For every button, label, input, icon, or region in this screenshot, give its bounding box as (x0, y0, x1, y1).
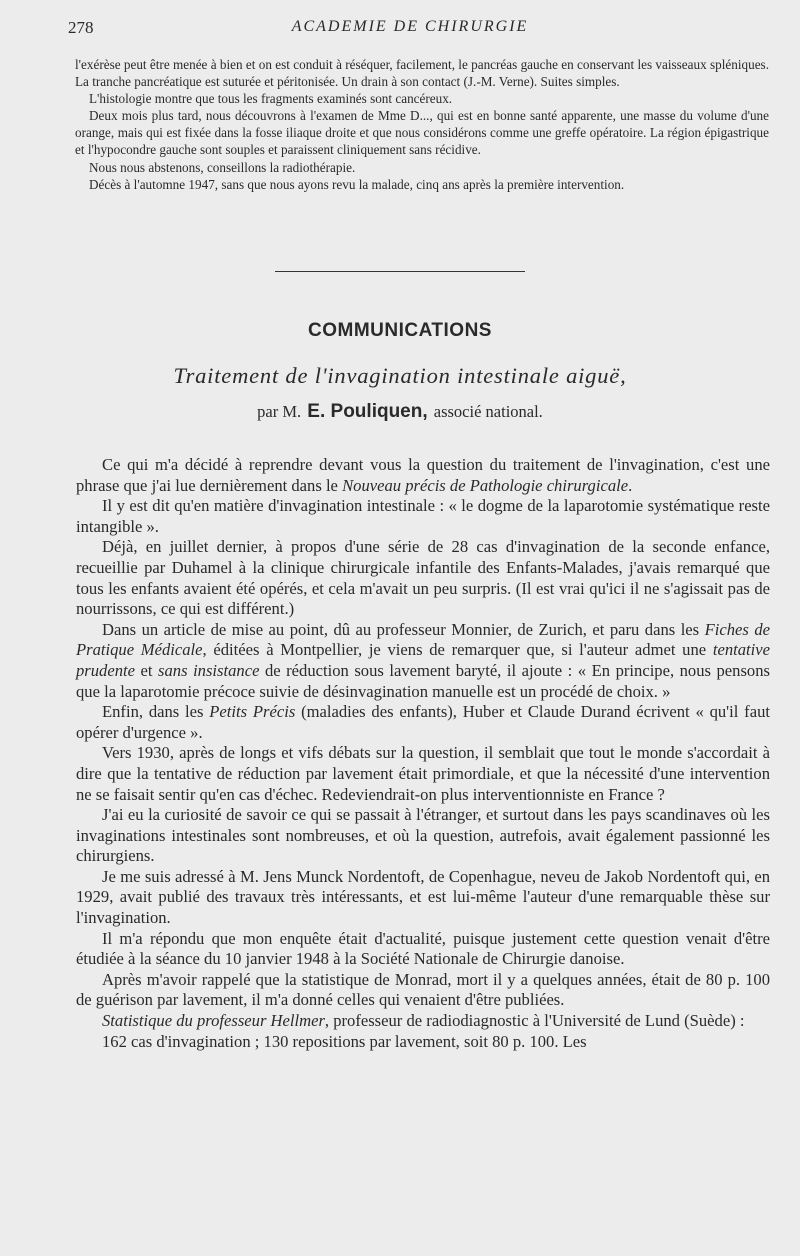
previous-case-paragraph: Décès à l'automne 1947, sans que nous ayons revu la malade, cinq ans après la première intervention. (89, 176, 625, 192)
text-run: Dans un article de mise au point, dû au professeur Monnier, de Zurich, et paru dans les (102, 619, 705, 639)
italic-title: Petits Précis (209, 702, 296, 722)
article-title: Traitement de l'invagination intestinale aiguë, (173, 363, 627, 388)
previous-case-text (75, 56, 769, 193)
previous-case-paragraph: l'exérèse peut être menée à bien et on est conduit à réséquer, facilement, le pancréas gauche en conservant les vaisseaux spléniques. La tranche pancréatique est suturée et péritonisée. Un drain à son contact (J.-M. Verne). Suites simples. (75, 57, 769, 90)
body-paragraph: J'ai eu la curiosité de savoir ce qui se passait à l'étranger, et surtout dans les pays scandinaves où les invaginations intestinales sont nombreuses, et où la question, autrefois, avait également passionné les chirurgiens. (76, 805, 770, 866)
body-paragraph: Après m'avoir rappelé que la statistique de Monrad, mort il y a quelques années, était de 80 p. 100 de guérison par lavement, il m'a donné celles qui venaient d'être publiées. (76, 969, 770, 1010)
body-paragraph: Il m'a répondu que mon enquête était d'actualité, puisque justement cette question venait d'être étudiée à la séance du 10 janvier 1948 à la Société Nationale de Chirurgie danoise. (76, 928, 770, 969)
article-body (76, 455, 770, 1052)
body-paragraph (76, 455, 770, 496)
previous-case-paragraph: L'histologie montre que tous les fragments examinés sont cancéreux. (89, 91, 453, 107)
body-paragraph: Il y est dit qu'en matière d'invagination intestinale : « le dogme de la laparotomie systématique reste intangible ». (76, 496, 770, 536)
text-run: , professeur de radiodiagnostic à l'Université de Lund (Suède) : (324, 1011, 745, 1031)
previous-case-paragraph: Deux mois plus tard, nous découvrons à l'examen de Mme D..., qui est en bonne santé apparente, une masse du volume d'une orange, mais qui est fixée dans la fosse iliaque droite et que nous considérons comme une greffe opératoire. La région épigastrique et l'hypocondre gauche sont souples et paraissent cliniquement sans récidive. (75, 108, 769, 158)
byline-suffix: associé national. (433, 402, 543, 421)
running-head (68, 18, 752, 40)
section-divider (275, 271, 525, 272)
italic-title: Fiches de Pratique Médicale (76, 619, 770, 660)
text-run: Ce qui m'a décidé à reprendre devant vous la question du traitement de l'invagination, c'est une phrase que j'ai lue dernièrement dans le (76, 455, 770, 495)
body-paragraph: Vers 1930, après de longs et vifs débats sur la question, il semblait que tout le monde s'accordait à dire que la tentative de réduction par lavement était primordiale, et que la nécessité d'une intervention ne se faisait sentir qu'en cas d'échec. Redeviendrait-on plus interventionniste en France ? (76, 743, 770, 804)
byline-prefix: par M. (257, 402, 302, 421)
text-run: et (135, 660, 159, 680)
journal-title: ACADEMIE DE CHIRURGIE (291, 18, 529, 35)
body-paragraph (76, 1011, 770, 1032)
body-paragraph (76, 620, 770, 702)
italic-phrase: tentative prudente (76, 640, 771, 680)
body-paragraph (76, 702, 770, 743)
page-number: 278 (68, 18, 94, 37)
byline (0, 401, 800, 423)
italic-phrase: sans insistance (158, 660, 260, 680)
body-paragraph: Déjà, en juillet dernier, à propos d'une série de 28 cas d'invagination de la seconde enfance, recueillie par Duhamel à la clinique chirurgicale infantile des Enfants-Malades, j'avais remarqué que tous les enfants avaient été opérés, et cela m'avait un peu surpris. (Il est vrai qu'ici il ne s'agissait pas de nourrissons, ce qui est différent.) (76, 537, 770, 619)
text-run: (maladies des enfants), Huber et Claude Durand écrivent « qu'il faut opérer d'urgence ». (76, 702, 770, 742)
text-run: de réduction sous lavement baryté, il ajoute : « En principe, nous pensons que la laparotomie précoce suivie de désinvagination manuelle est un procédé de choix. » (76, 660, 770, 701)
body-paragraph: Je me suis adressé à M. Jens Munck Nordentoft, de Copenhague, neveu de Jakob Nordentoft qui, en 1929, avait publié des travaux très intéressants, et est lui-même l'auteur d'une remarquable thèse sur l'invagination. (76, 866, 770, 928)
author-name: E. Pouliquen, (307, 401, 428, 422)
previous-case-paragraph: Nous nous abstenons, conseillons la radiothérapie. (89, 159, 356, 175)
text-run: Enfin, dans les (102, 702, 210, 722)
italic-title: Nouveau précis de Pathologie chirurgicale (342, 475, 629, 495)
text-run: , éditées à Montpellier, je viens de remarquer que, si l'auteur admet une (202, 640, 713, 660)
section-heading: COMMUNICATIONS (308, 320, 492, 341)
text-run: . (628, 475, 633, 495)
italic-heading: Statistique du professeur Hellmer (102, 1011, 325, 1031)
body-paragraph: 162 cas d'invagination ; 130 repositions par lavement, soit 80 p. 100. Les (102, 1031, 587, 1051)
